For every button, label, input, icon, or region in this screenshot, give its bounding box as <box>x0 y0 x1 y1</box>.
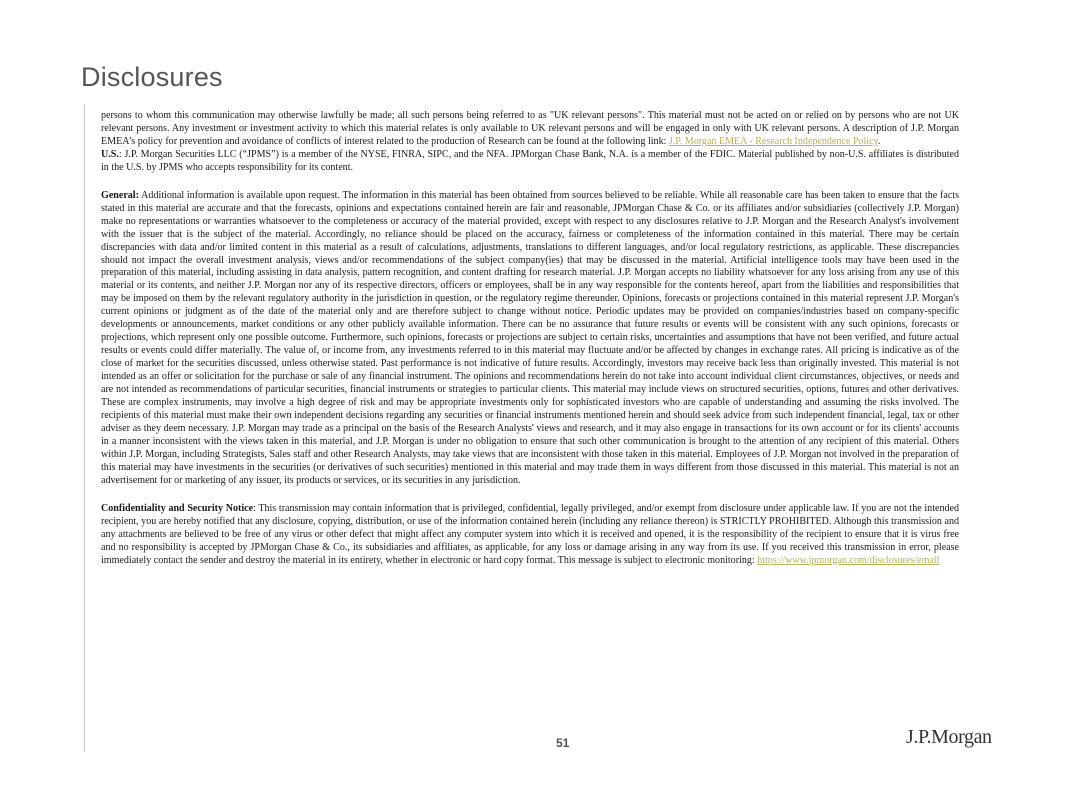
uk-tail: . <box>877 135 881 147</box>
confidentiality-text: : This transmission may contain information that is privileged, confidential, legally privileged, and/or exempt from disclosure under applicable law. If you are not the intended recipient, you are hereby notified that any disclosure, copying, distribution, or use of the information contained herein (including any reliance thereon) is STRICTLY PROHIBITED. Although this transmission and any attachments are believed to be free of any virus or other defect that might affect any computer system into which it is received and opened, it is the responsibility of the recipient to ensure that it is virus free and no responsibility is accepted by JPMorgan Chase & Co., its subsidiaries and affiliates, as applicable, for any loss or damage arising in any way from its use. If you received this transmission in error, please immediately contact the sender and destroy the material in its entirety, whether in electronic or hard copy format. This message is subject to electronic monitoring: <box>101 502 959 566</box>
page-number: 51 <box>556 736 570 750</box>
email-disclosures-link[interactable]: https://www.jpmorgan.com/disclosures/email <box>757 554 940 566</box>
research-independence-policy-link[interactable]: J.P. Morgan EMEA - Research Independence Policy <box>668 135 878 147</box>
page-title: Disclosures <box>81 62 223 92</box>
confidentiality-paragraph <box>101 503 959 568</box>
us-heading: U.S. <box>101 148 119 160</box>
us-text: : J.P. Morgan Securities LLC (“JPMS”) is a member of the NYSE, FINRA, SIPC, and the NFA. JPMorgan Chase Bank, N.A. is a member of the FDIC. Material published by non-U.S. affiliates is distributed in the U.S. by JPMS who accepts responsibility for its content. <box>101 148 959 173</box>
us-paragraph <box>101 149 959 175</box>
jpmorgan-logo: J.P.Morgan <box>906 726 992 748</box>
general-paragraph <box>101 190 959 488</box>
disclosure-body <box>101 110 959 567</box>
uk-text: persons to whom this communication may otherwise lawfully be made; all such persons being referred to as "UK relevant persons". This material must not be acted on or relied on by persons who are not UK relevant persons. Any investment or investment activity to which this material relates is only available to UK relevant persons and will be engaged in only with UK relevant persons. A description of J.P. Morgan EMEA's policy for prevention and avoidance of conflicts of interest related to the production of Research can be found at the following link: <box>101 110 959 147</box>
general-text: Additional information is available upon request. The information in this material has been obtained from sources believed to be reliable. While all reasonable care has been taken to ensure that the facts stated in this material are accurate and that the forecasts, opinions and expectations contained herein are fair and reasonable, JPMorgan Chase & Co. or its affiliates and/or subsidiaries (collectively J.P. Morgan) make no representations or warranties whatsoever to the completeness or accuracy of the material provided, except with respect to any disclosures relative to J.P. Morgan and the Research Analyst's involvement with the issuer that is the subject of the material. Accordingly, no reliance should be placed on the accuracy, fairness or completeness of the information contained in this material. There may be certain discrepancies with data and/or limited content in this material as a result of calculations, adjustments, translations to different languages, and/or local regulatory restrictions, as applicable. These discrepancies should not impact the overall investment analysis, views and/or recommendations of the subject company(ies) that may be discussed in the material. Artificial intelligence tools may have been used in the preparation of this material, including assisting in data analysis, pattern recognition, and content drafting for research material. J.P. Morgan accepts no liability whatsoever for any loss arising from any use of this material or its contents, and neither J.P. Morgan nor any of its respective directors, officers or employees, shall be in any way responsible for the contents hereof, apart from the liabilities and responsibilities that may be imposed on them by the relevant regulatory authority in the jurisdiction in question, or the regulatory regime thereunder. Opinions, forecasts or projections contained in this material represent J.P. Morgan's current opinions or judgment as of the date of the material only and are therefore subject to change without notice. Periodic updates may be provided on companies/industries based on company-specific developments or announcements, market conditions or any other publicly available information. There can be no assurance that future results or events will be consistent with any such opinions, forecasts or projections, which represent only one possible outcome. Furthermore, such opinions, forecasts or projections are subject to certain risks, uncertainties and assumptions that have not been verified, and future actual results or events could differ materially. The value of, or income from, any investments referred to in this material may fluctuate and/or be affected by changes in exchange rates. All pricing is indicative as of the close of market for the securities discussed, unless otherwise stated. Past performance is not indicative of future results. Accordingly, investors may receive back less than originally invested. This material is not intended as an offer or solicitation for the purchase or sale of any financial instrument. The opinions and recommendations herein do not take into account individual client circumstances, objectives, or needs and are not intended as recommendations of particular securities, financial instruments or strategies to particular clients. This material may include views on structured securities, options, futures and other derivatives. These are complex instruments, may involve a high degree of risk and may be appropriate investments only for sophisticated investors who are capable of understanding and assuming the risks involved. The recipients of this material must make their own independent decisions regarding any securities or financial instruments mentioned herein and should seek advice from such independent financial, legal, tax or other adviser as they deem necessary. J.P. Morgan may trade as a principal on the basis of the Research Analysts' views and research, and it may also engage in transactions for its own account or for its clients' accounts in a manner inconsistent with the views taken in this material, and J.P. Morgan is under no obligation to ensure that such other communication is brought to the attention of any recipient of this material. Others within J.P. Morgan, including Strategists, Sales staff and other Research Analysts, may take views that are inconsistent with those taken in this material. Employees of J.P. Morgan not involved in the preparation of this material may have investments in the securities (or derivatives of such securities) mentioned in this material and may trade them in ways different from those discussed in this material. This material is not an advertisement for or marketing of any issuer, its products or services, or its securities in any jurisdiction. <box>101 189 959 486</box>
general-heading: General: <box>101 189 139 201</box>
confidentiality-heading: Confidentiality and Security Notice <box>101 502 254 514</box>
left-vertical-rule <box>84 104 85 752</box>
uk-paragraph <box>101 110 959 149</box>
